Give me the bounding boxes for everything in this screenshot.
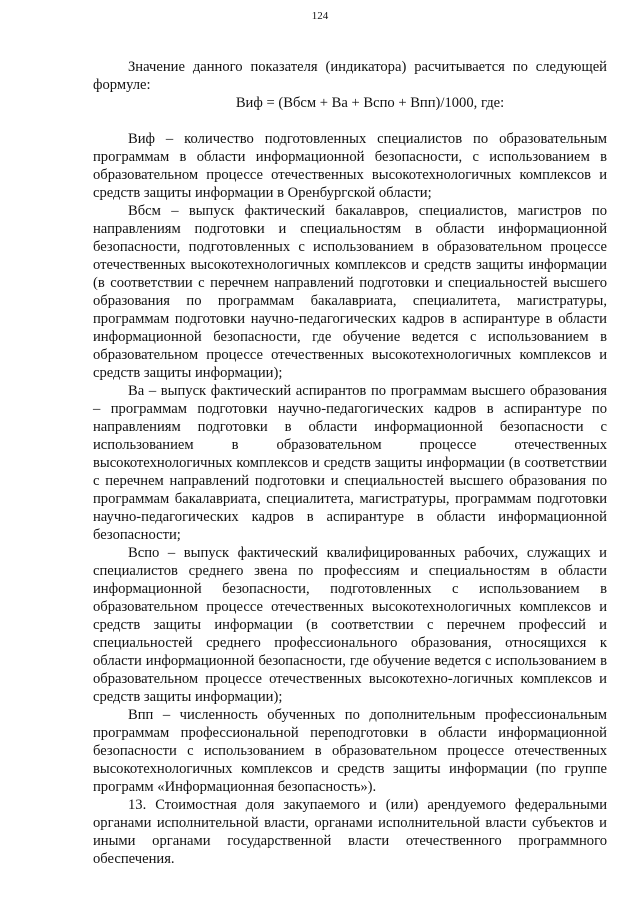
intro-paragraph: Значение данного показателя (индикатора) расчитывается по следующей формуле: (93, 59, 607, 93)
definition-vspo: Вспо – выпуск фактический квалифицированных рабочих, служащих и специалистов среднего звена по профессиям и специальностям в области информационной безопасности, подготовленных с использованием в образовательном процессе отечественных высокотехнологичных комплексов и средств защиты информации (в соответствии с перечнем профессий и специальностей среднего профессионального образования, относящихся к области информационной безопасности, где обучение ведется с использованием в образовательном процессе отечественных высокотехно-логичных комплексов и средств защиты информации); (93, 545, 607, 705)
section-13-paragraph: 13. Стоимостная доля закупаемого и (или) арендуемого федеральными органами исполнительной власти, органами исполнительной власти субъектов и иными органами государственной власти отечественного программного обеспечения. (93, 797, 607, 867)
definition-viф: Виф – количество подготовленных специалистов по образовательным программам в области информационной безопасности, с использованием в образовательном процессе отечественных высокотехнологичных комплексов и средств защиты информации в Оренбургской области; (93, 131, 607, 201)
page-number: 124 (311, 10, 329, 22)
definition-vbsm: Вбсм – выпуск фактический бакалавров, специалистов, магистров по направлениям подготовки и специальностям в области информационной безопасности, подготовленных с использованием в образовательном процессе отечественных высокотехнологичных комплексов и средств защиты информации (в соответствии с перечнем направлений подготовки и специальностей высшего образования по программам бакалавриата, специалитета, магистратуры, программам подготовки научно-педагогических кадров в аспирантуре в области информационной безопасности, где обучение ведется с использованием в образовательном процессе отечественных высокотехнологичных комплексов и средств защиты информации); (93, 203, 607, 381)
definition-va: Ва – выпуск фактический аспирантов по программам высшего образования – программам подготовки научно-педагогических кадров в аспирантуре по направлениям подготовки в области информационной безопасности с использованием в образовательном процессе отечественных высокотехнологичных комплексов и средств защиты информации (в соответствии с перечнем направлений подготовки и специальностей высшего образования по программам бакалавриата, специалитета, магистратуры, программам подготовки научно-педагогических кадров в аспирантуре в области информационной безопасности; (93, 383, 607, 543)
document-body (93, 58, 607, 868)
formula: Виф = (Вбсм + Ва + Вспо + Впп)/1000, где: (235, 95, 505, 111)
definition-vpp: Впп – численность обученных по дополнительным профессиональным программам профессиональной переподготовки в области информационной безопасности с использованием в образовательном процессе отечественных высокотехнологичных комплексов и средств защиты информации (по группе программ «Информационная безопасность»). (93, 707, 607, 795)
